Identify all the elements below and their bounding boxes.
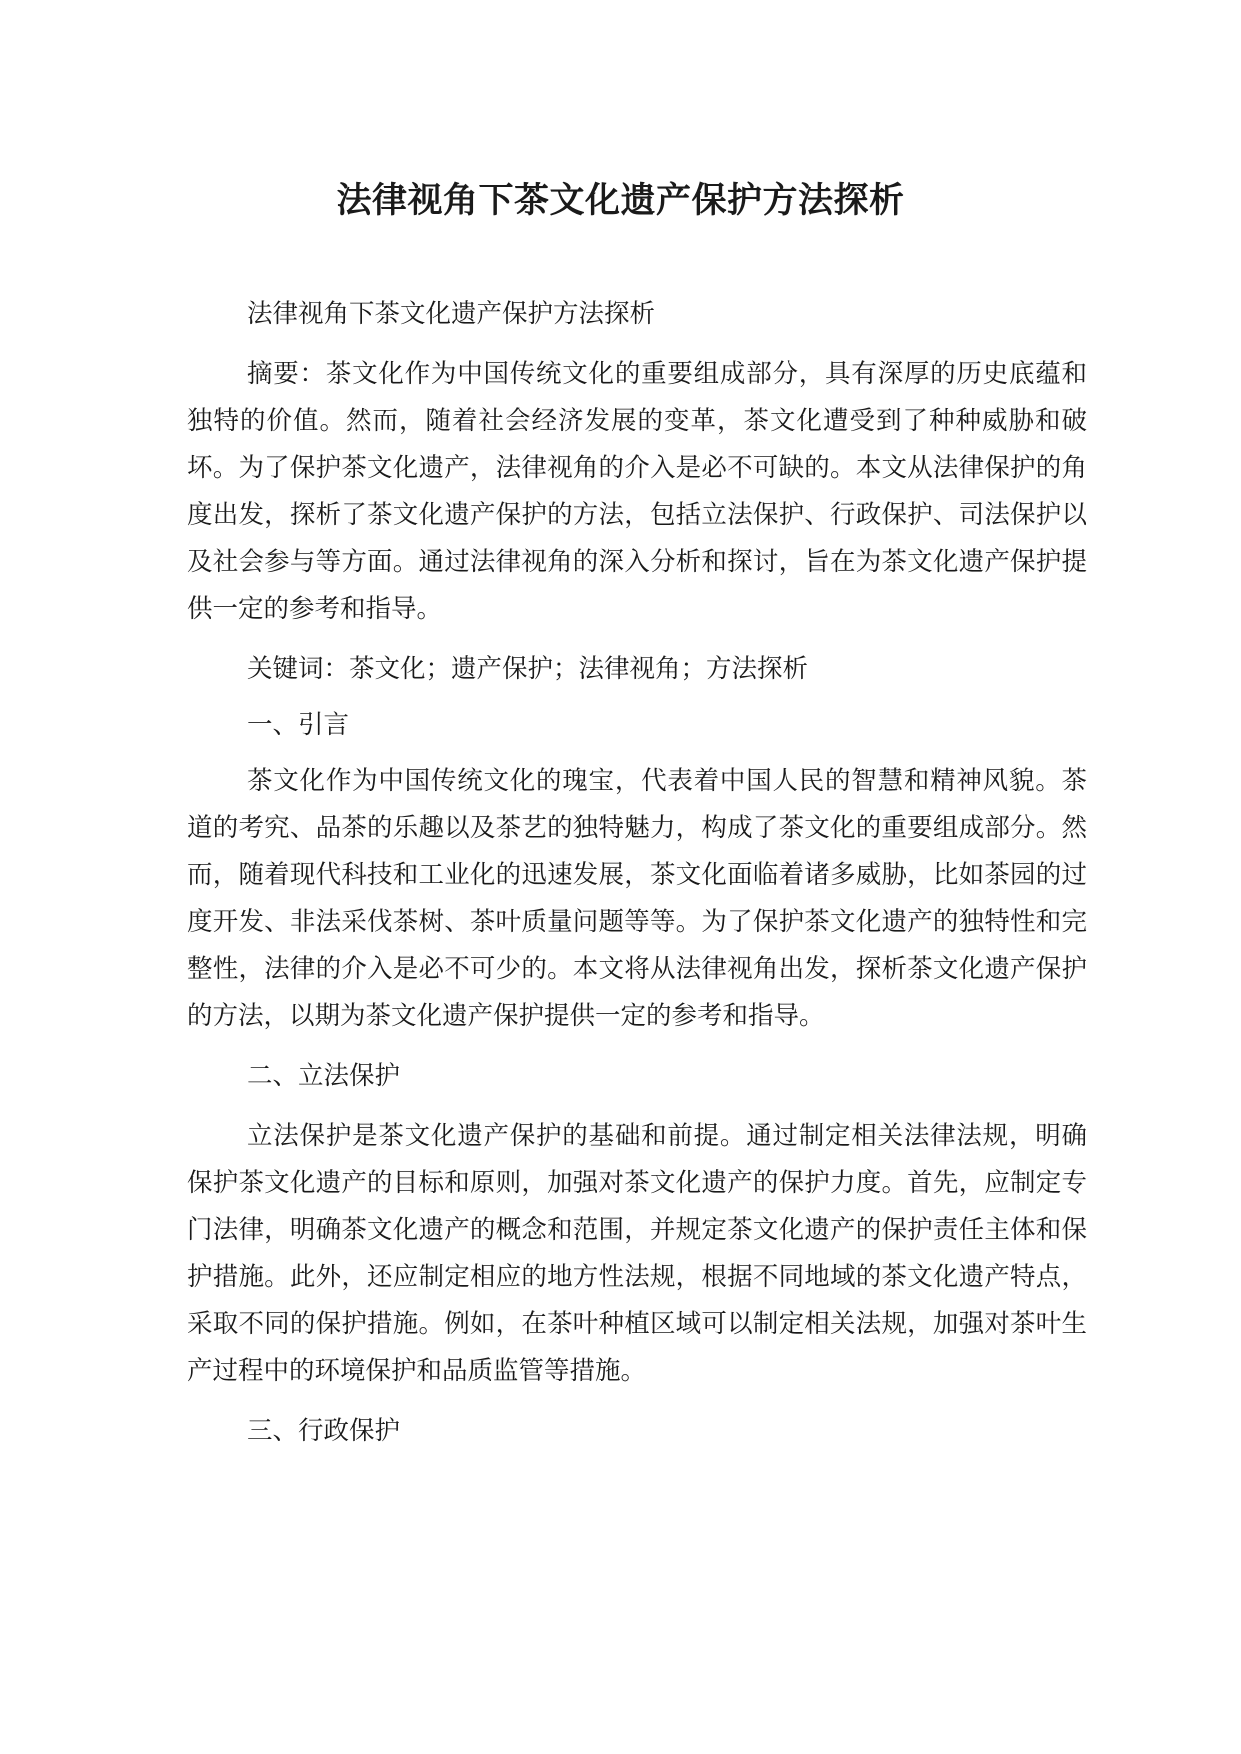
abstract-paragraph: 摘要：茶文化作为中国传统文化的重要组成部分，具有深厚的历史底蕴和独特的价值。然而，随着社会经济发展的变革，茶文化遭受到了种种威胁和破坏。为了保护茶文化遗产，法律视角的介入是必不可缺的。本文从法律保护的角度出发，探析了茶文化遗产保护的方法，包括立法保护、行政保护、司法保护以及社会参与等方面。通过法律视角的深入分析和探讨，旨在为茶文化遗产保护提供一定的参考和指导。 [187, 359, 1087, 624]
section-heading-legislation: 二、立法保护 [247, 1061, 401, 1091]
section-body-legislation: 立法保护是茶文化遗产保护的基础和前提。通过制定相关法律法规，明确保护茶文化遗产的目标和原则，加强对茶文化遗产的保护力度。首先，应制定专门法律，明确茶文化遗产的概念和范围，并规定茶文化遗产的保护责任主体和保护措施。此外，还应制定相应的地方性法规，根据不同地域的茶文化遗产特点，采取不同的保护措施。例如，在茶叶种植区域可以制定相关法规，加强对茶叶生产过程中的环境保护和品质监管等措施。 [187, 1121, 1087, 1386]
section-heading-administrative: 三、行政保护 [247, 1416, 401, 1446]
document-body [187, 291, 1087, 1455]
document-subtitle: 法律视角下茶文化遗产保护方法探析 [247, 299, 656, 329]
document-title: 法律视角下茶文化遗产保护方法探析 [336, 181, 905, 221]
keywords-line: 关键词：茶文化；遗产保护；法律视角；方法探析 [247, 654, 809, 684]
section-body-intro: 茶文化作为中国传统文化的瑰宝，代表着中国人民的智慧和精神风貌。茶道的考究、品茶的乐趣以及茶艺的独特魅力，构成了茶文化的重要组成部分。然而，随着现代科技和工业化的迅速发展，茶文化面临着诸多威胁，比如茶园的过度开发、非法采伐茶树、茶叶质量问题等等。为了保护茶文化遗产的独特性和完整性，法律的介入是必不可少的。本文将从法律视角出发，探析茶文化遗产保护的方法，以期为茶文化遗产保护提供一定的参考和指导。 [187, 766, 1087, 1031]
section-heading-intro: 一、引言 [247, 710, 350, 740]
